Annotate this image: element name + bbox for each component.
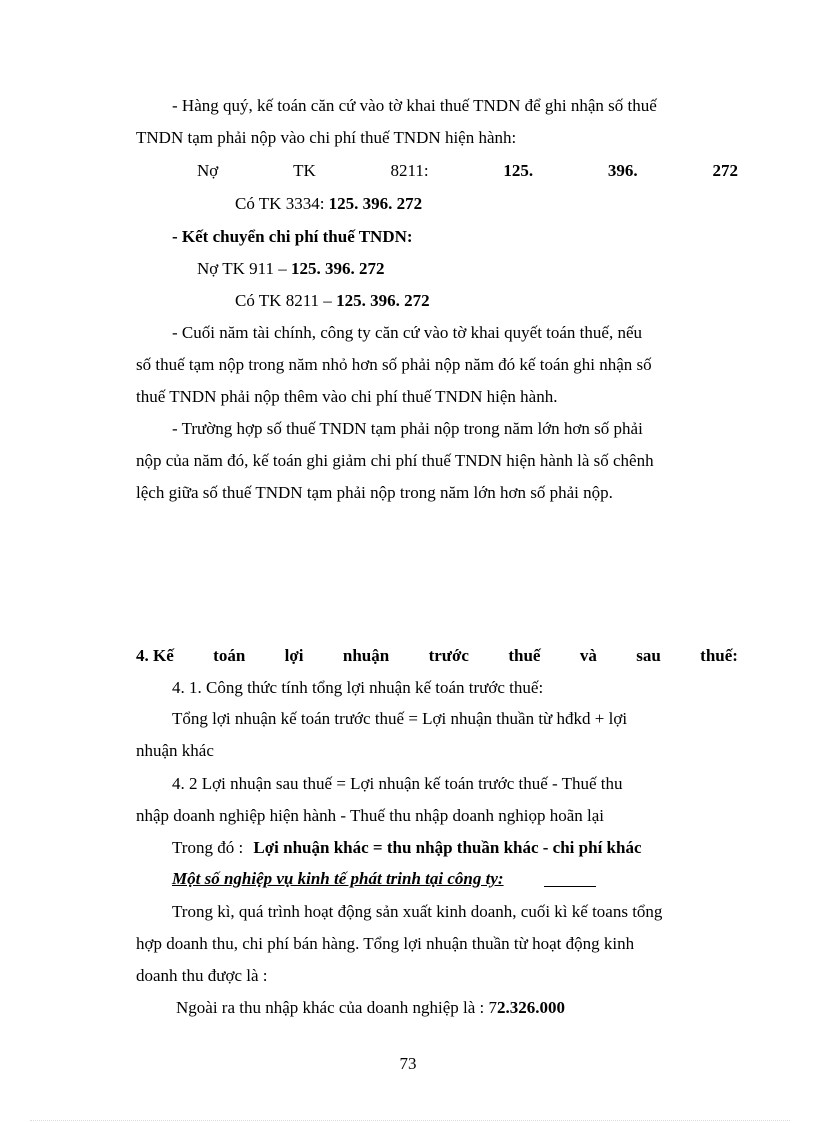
debit-amount-1: 125.: [503, 161, 534, 180]
case-line-3: lệch giữa số thuế TNDN tạm phải nộp trong năm lớn hơn số phải nộp.: [136, 483, 613, 502]
journal-entry-debit: [197, 160, 738, 182]
heading-word-8: sau: [636, 646, 661, 665]
tax-para-line-1: - Hàng quý, kế toán căn cứ vào tờ khai thuế TNDN để ghi nhận số thuế: [172, 96, 657, 115]
heading-word-3: lợi: [284, 646, 304, 665]
other-income-line: [176, 997, 565, 1019]
where-line: [172, 837, 642, 859]
journal-entry-credit: [235, 193, 422, 215]
other-income-value: 2.326.000: [497, 998, 566, 1017]
ops-para-line-1: Trong kì, quá trình hoạt động sản xuất kinh doanh, cuối kì kế toans tổng: [172, 902, 663, 921]
page-bottom-divider: [30, 1120, 790, 1121]
heading-word-1: 4. Kế: [136, 646, 174, 665]
where-formula: Lợi nhuận khác = thu nhập thuần khác - chi phí khác: [253, 838, 642, 857]
heading-word-7: và: [579, 646, 597, 665]
transfer-credit: [235, 290, 430, 312]
ops-para-line-2: hợp doanh thu, chi phí bán hàng. Tổng lợi nhuận thuần từ hoạt động kinh: [136, 934, 635, 953]
debit-word-1: Nợ: [197, 161, 219, 180]
ops-title-underline-extension: [544, 886, 596, 887]
page-number: 73: [399, 1054, 417, 1073]
tax-para-line-2: TNDN tạm phải nộp vào chi phí thuế TNDN hiện hành:: [136, 128, 517, 147]
subsection-4-1: 4. 1. Công thức tính tổng lợi nhuận kế toán trước thuế:: [172, 678, 544, 697]
formula-1-line-2: nhuận khác: [136, 741, 214, 760]
heading-word-2: toán: [213, 646, 246, 665]
case-line-2: nộp của năm đó, kế toán ghi giảm chi phí thuế TNDN hiện hành là số chênh: [136, 451, 654, 470]
transfer-credit-label: Có TK 8211 –: [235, 291, 332, 310]
transfer-debit: [197, 258, 385, 280]
credit-value: 125. 396. 272: [328, 194, 423, 213]
debit-amount-2: 396.: [607, 161, 638, 180]
transfer-heading: - Kết chuyển chi phí thuế TNDN:: [172, 227, 413, 246]
credit-label: Có TK 3334:: [235, 194, 325, 213]
ops-title: Một số nghiệp vụ kinh tế phát trinh tại công ty:: [172, 869, 504, 888]
heading-word-5: trước: [428, 646, 469, 665]
where-label: Trong đó :: [172, 838, 244, 857]
transfer-debit-value: 125. 396. 272: [291, 259, 385, 278]
subsection-4-2-line-1: 4. 2 Lợi nhuận sau thuế = Lợi nhuận kế toán trước thuế - Thuế thu: [172, 774, 623, 793]
section-4-heading: [136, 645, 738, 667]
transfer-debit-label: Nợ TK 911 –: [197, 259, 287, 278]
ops-para-line-3: doanh thu được là :: [136, 966, 268, 985]
debit-word-3: 8211:: [390, 161, 429, 180]
formula-1-line-1: Tổng lợi nhuận kế toán trước thuế = Lợi nhuận thuần từ hđkd + lợi: [172, 709, 628, 728]
transfer-credit-value: 125. 396. 272: [336, 291, 430, 310]
year-end-line-3: thuế TNDN phải nộp thêm vào chi phí thuế TNDN hiện hành.: [136, 387, 558, 406]
subsection-4-2-line-2: nhập doanh nghiệp hiện hành - Thuế thu nhập doanh nghiọp hoãn lại: [136, 806, 605, 825]
debit-amount-3: 272: [712, 161, 738, 180]
year-end-line-1: - Cuối năm tài chính, công ty căn cứ vào tờ khai quyết toán thuế, nếu: [172, 323, 642, 342]
heading-word-6: thuế: [508, 646, 541, 665]
other-income-label: Ngoài ra thu nhập khác của doanh nghiệp là : 7: [176, 998, 498, 1017]
year-end-line-2: số thuế tạm nộp trong năm nhỏ hơn số phải nộp năm đó kế toán ghi nhận số: [136, 355, 652, 374]
debit-word-2: TK: [293, 161, 316, 180]
case-line-1: - Trường hợp số thuế TNDN tạm phải nộp trong năm lớn hơn số phải: [172, 419, 643, 438]
heading-word-9: thuế:: [700, 646, 738, 665]
ops-title-wrap: [172, 868, 504, 890]
heading-word-4: nhuận: [342, 646, 390, 665]
